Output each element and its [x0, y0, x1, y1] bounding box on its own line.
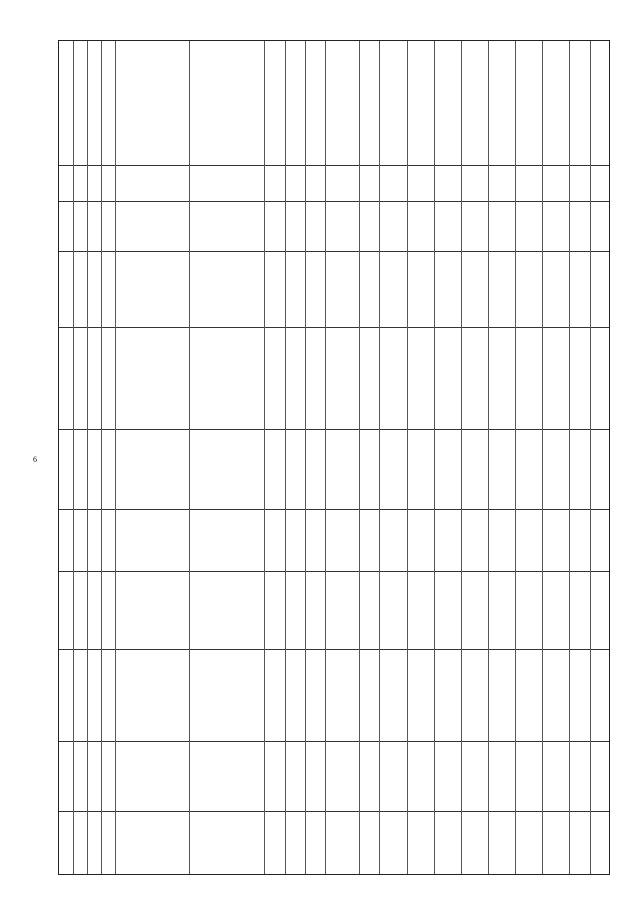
table-rule	[59, 201, 609, 202]
table-rule	[434, 41, 435, 874]
table-rule	[325, 41, 326, 874]
table-rule	[59, 251, 609, 252]
table-rule	[379, 41, 380, 874]
table-rule	[73, 41, 74, 874]
table-rule	[59, 429, 609, 430]
table-rule	[115, 41, 116, 874]
page-number: 6	[33, 455, 37, 464]
table-rule	[59, 811, 609, 812]
table-rule	[542, 41, 543, 874]
table-rule	[87, 41, 88, 874]
table-rule	[189, 41, 190, 874]
table-rule	[59, 649, 609, 650]
table-rule	[461, 41, 462, 874]
table-rule	[101, 41, 102, 874]
table-rule	[359, 41, 360, 874]
table-rule	[59, 741, 609, 742]
table-rule	[59, 327, 609, 328]
table-rule	[515, 41, 516, 874]
budget-table	[58, 40, 610, 875]
table-rule	[569, 41, 570, 874]
table-rule	[305, 41, 306, 874]
table-rule	[59, 509, 609, 510]
table-rule	[590, 41, 591, 874]
table-rule	[285, 41, 286, 874]
table-rule	[488, 41, 489, 874]
table-rule	[59, 571, 609, 572]
table-rule	[59, 165, 609, 166]
table-rule	[407, 41, 408, 874]
table-rule	[264, 41, 265, 874]
